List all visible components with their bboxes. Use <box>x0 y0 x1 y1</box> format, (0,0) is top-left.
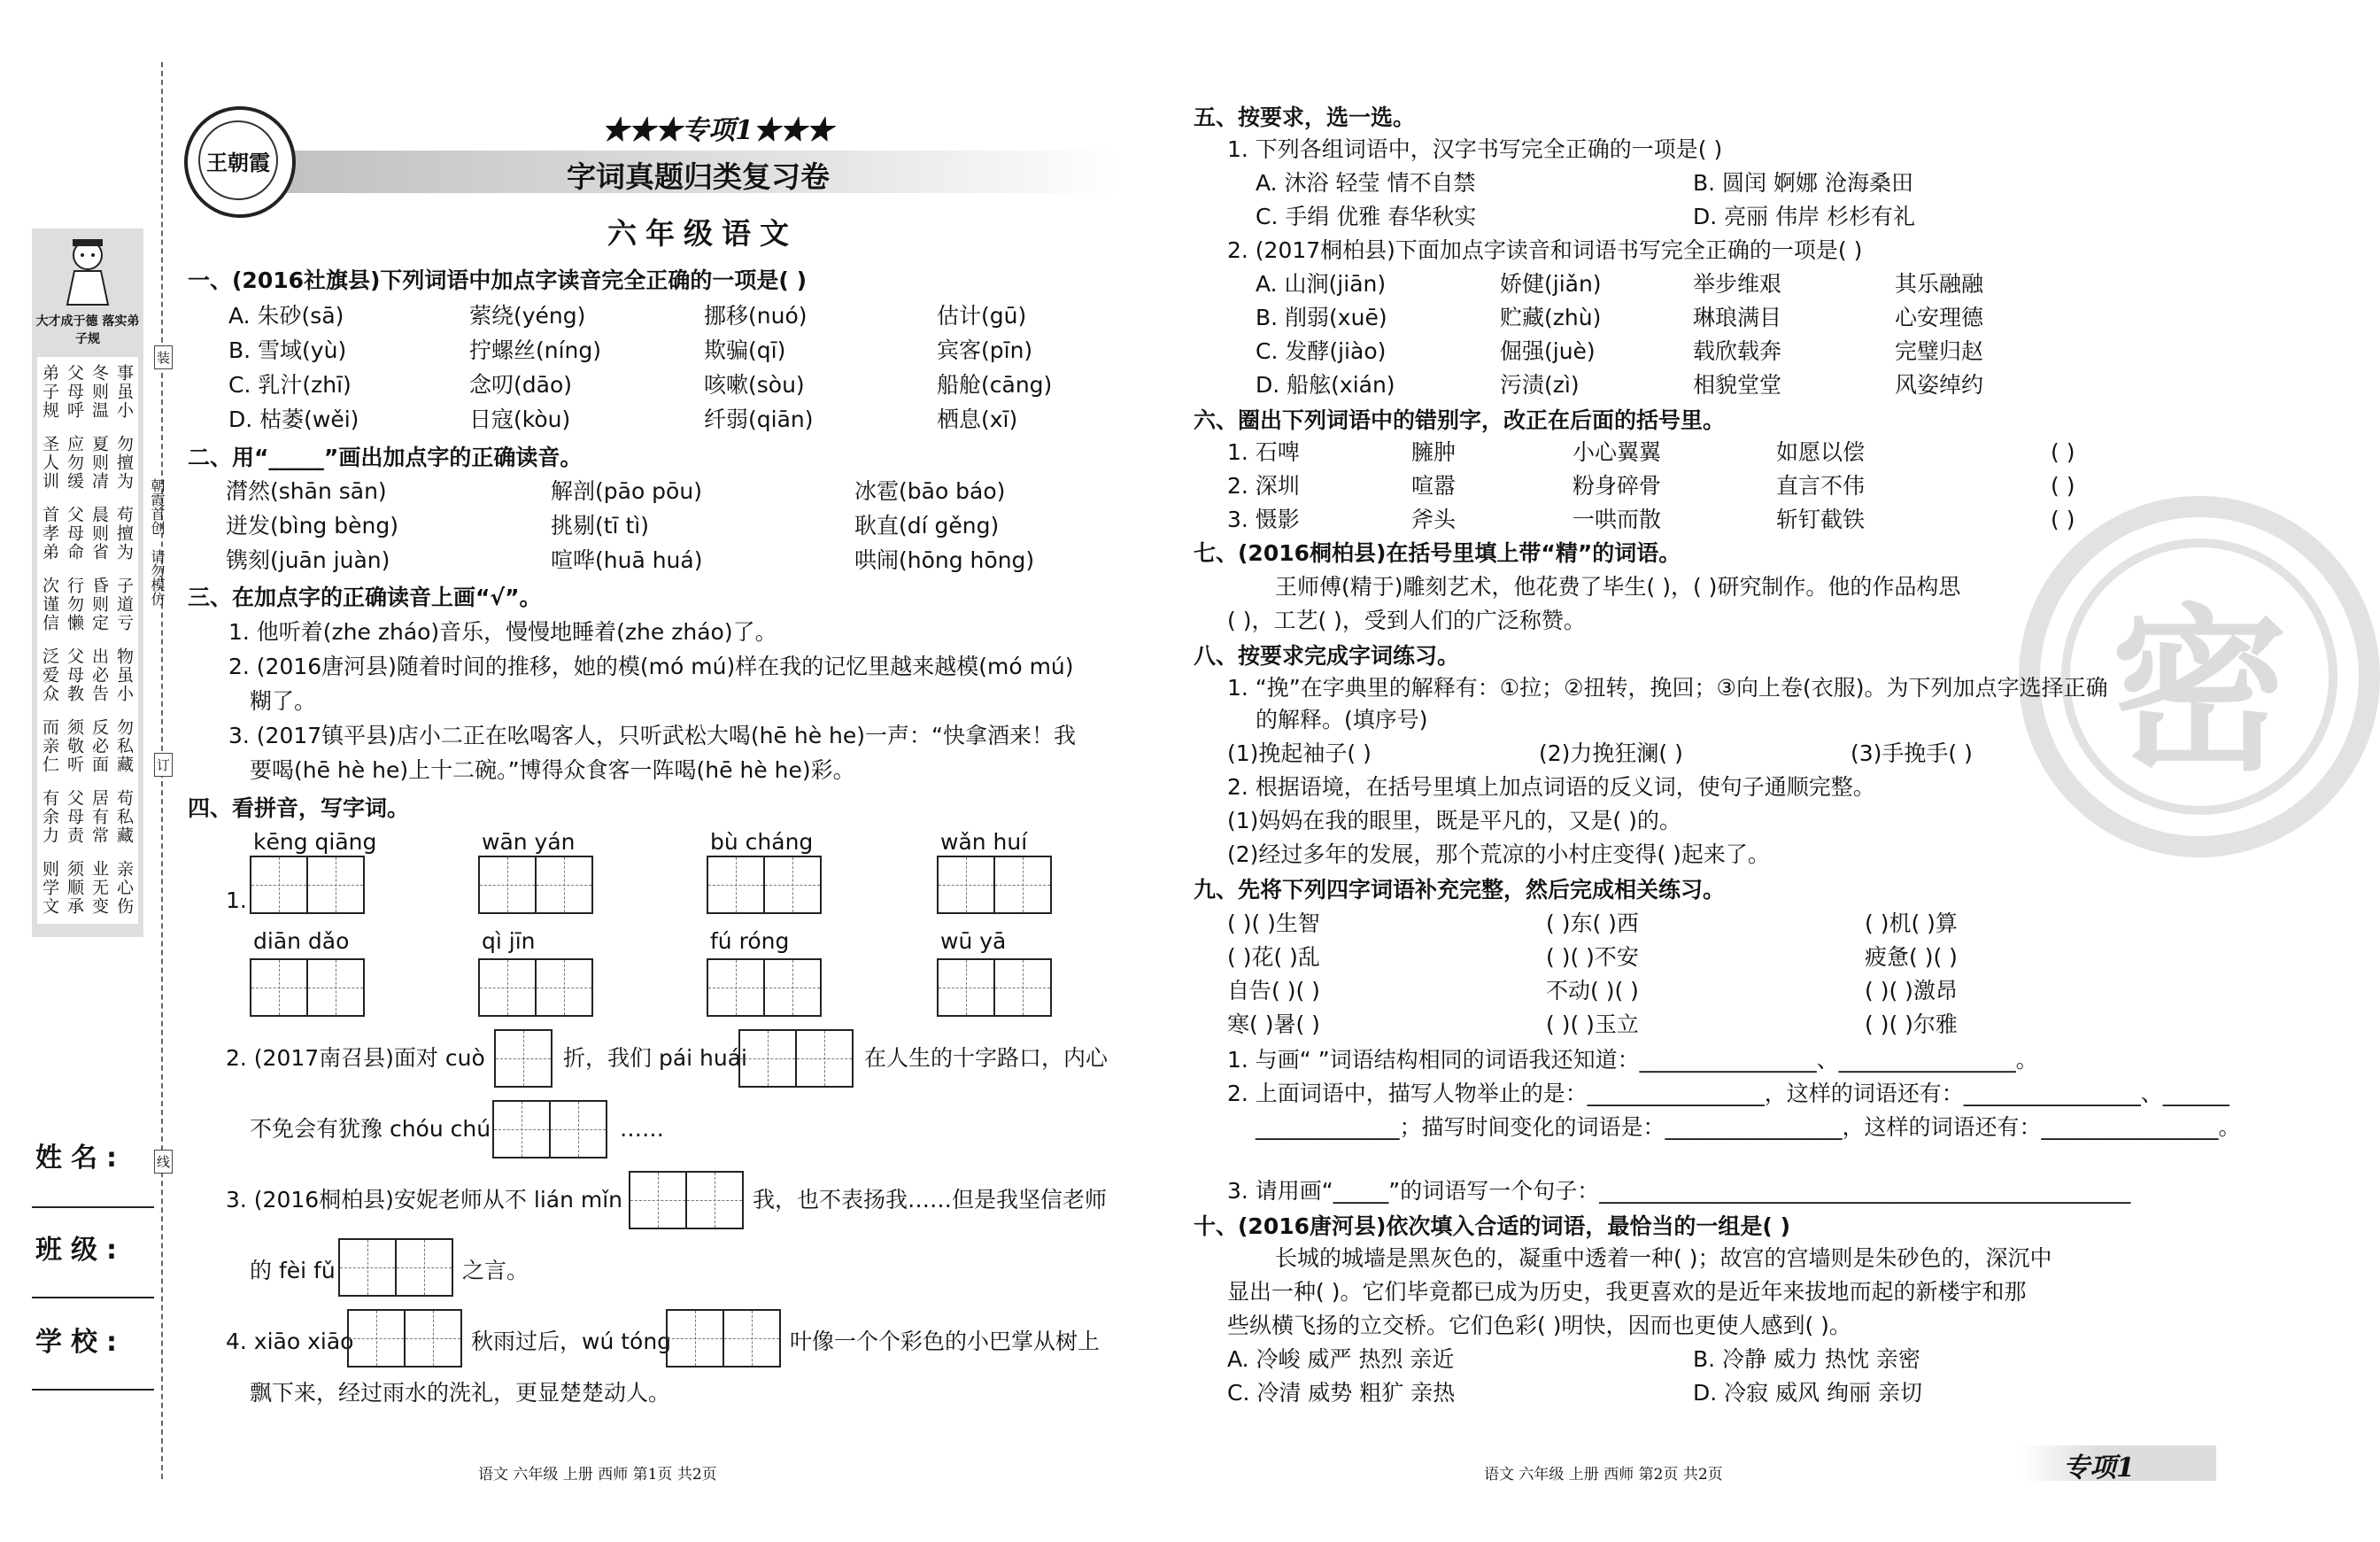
stamp-char: 密 <box>2110 586 2288 795</box>
q4-2b: 折，我们 pái huái <box>563 1045 747 1071</box>
q1-option: 萦绕(yéng) <box>469 303 586 329</box>
q8-l2a: (1)妈妈在我的眼里，既是平凡的，又是( )的。 <box>1227 808 1681 833</box>
pinyin-label: wū yā <box>940 928 1007 954</box>
write-box-chouchu[interactable] <box>492 1100 607 1158</box>
q10-l1: 长城的城墙是黑灰色的，凝重中透着一种( )；故宫的宫墙则是朱砂色的，深沉中 <box>1275 1245 2052 1271</box>
q10-option: D. 冷寂 威风 绚丽 亲切 <box>1693 1380 1922 1406</box>
q3-item-2-cont: 糊了。 <box>250 688 317 714</box>
sidebar-motto: 大才成于德 落实弟子规 <box>35 314 140 346</box>
dizigui-phrase: 勿私藏 <box>114 718 134 774</box>
dizigui-phrase: 圣人训 <box>40 435 59 491</box>
q9-idiom: ( )( )玉立 <box>1546 1011 1639 1037</box>
q1-title: 一、(2016社旗县)下列词语中加点字读音完全正确的一项是( ) <box>188 267 807 293</box>
write-box[interactable] <box>250 856 365 914</box>
q2-item: 挑剔(tī tì) <box>551 513 649 539</box>
dizigui-phrase: 行勿懒 <box>65 577 84 632</box>
q5-s2-option: 倔强(juè) <box>1500 338 1596 364</box>
write-box[interactable] <box>937 958 1052 1017</box>
dizigui-phrase: 父母责 <box>65 789 84 845</box>
page-subtitle: 六年级语文 <box>607 216 798 251</box>
q9-idiom: ( )东( )西 <box>1546 910 1639 936</box>
q6-word: 1. 石啤 <box>1227 439 1300 465</box>
q6-word: 斧头 <box>1411 507 1457 532</box>
write-box-feifu[interactable] <box>338 1238 453 1297</box>
write-box[interactable] <box>478 856 593 914</box>
q1-option: C. 乳汁(zhī) <box>228 372 352 398</box>
q5-s1: 1. 下列各组词语中，汉字书写完全正确的一项是( ) <box>1227 136 1723 162</box>
dizigui-phrase: 泛爱众 <box>40 647 59 703</box>
q4-2d: 不免会有犹豫 chóu chú <box>250 1116 491 1142</box>
q4-3c: 的 fèi fǔ <box>250 1258 336 1283</box>
q8-title: 八、按要求完成字词练习。 <box>1194 643 1460 669</box>
q9-idiom: ( )( )生智 <box>1227 910 1320 936</box>
dizigui-phrase: 业无变 <box>89 860 109 916</box>
q9-idiom: 寒( )暑( ) <box>1227 1011 1320 1037</box>
dizigui-phrase: 父母教 <box>65 647 84 703</box>
pinyin-label: wǎn huí <box>940 829 1028 855</box>
q1-option: 念叨(dāo) <box>469 372 572 398</box>
logo-text: 王朝霞 <box>198 120 278 200</box>
write-box-cuo[interactable] <box>494 1029 552 1088</box>
q4-4c: 叶像一个个彩色的小巴掌从树上 <box>790 1329 1101 1354</box>
q1-option: 估计(gū) <box>937 303 1027 329</box>
dizigui-phrase: 子道亏 <box>114 577 134 632</box>
q5-s2-option: A. 山涧(jiān) <box>1256 271 1387 297</box>
q1-option: 宾客(pīn) <box>937 337 1033 363</box>
q8-choice[interactable]: (1)挽起袖子( ) <box>1227 740 1372 766</box>
dizigui-phrase: 事虽小 <box>114 364 134 420</box>
q4-title: 四、看拼音，写字词。 <box>188 795 410 821</box>
dizigui-phrase: 父母呼 <box>65 364 84 420</box>
q8-l1: 1. “挽”在字典里的解释有：①拉；②扭转，挽回；③向上卷(衣服)。为下列加点字选择正确 <box>1227 675 2108 701</box>
write-box[interactable] <box>707 856 822 914</box>
q2-item: 解剖(pāo pōu) <box>551 478 702 504</box>
q10-option: C. 冷清 威势 粗犷 亲热 <box>1227 1380 1456 1406</box>
dizigui-columns <box>37 357 138 924</box>
dizigui-phrase: 晨则省 <box>89 506 109 562</box>
q9-s1: 1. 与画“ ”词语结构相同的词语我还知道：________________、________________。 <box>1227 1047 2038 1073</box>
q8-l1b: 的解释。(填序号) <box>1256 707 1428 732</box>
pinyin-label: qì jīn <box>482 928 536 954</box>
q1-option: D. 枯萎(wěi) <box>228 407 359 432</box>
q2-item: 迸发(bìng bèng) <box>226 513 398 539</box>
write-box-xiaoxiao[interactable] <box>347 1309 462 1368</box>
q9-s2: 2. 上面词语中，描写人物举止的是：________________，这样的词语还有：________________、______ <box>1227 1081 2229 1106</box>
q1-option: 船舱(cāng) <box>937 372 1053 398</box>
q2-item: 镌刻(juān juàn) <box>226 547 390 573</box>
dizigui-phrase: 须敬听 <box>65 718 84 774</box>
q9-idiom: 自告( )( ) <box>1227 978 1320 1003</box>
q5-s2-option: D. 船舷(xián) <box>1256 372 1395 398</box>
seal-label-3: 线 <box>154 1150 173 1174</box>
q4-2e: …… <box>620 1116 664 1142</box>
q7-line-1: 王师傅(精于)雕刻艺术，他花费了毕生( )，( )研究制作。他的作品构思 <box>1275 574 1961 600</box>
page-title: 字词真题归类复习卷 <box>567 159 830 194</box>
write-box[interactable] <box>707 958 822 1017</box>
write-box[interactable] <box>937 856 1052 914</box>
corner-tag: 专项1 <box>2063 1453 2135 1484</box>
dizigui-phrase: 反必面 <box>89 718 109 774</box>
q5-s2-option: 载欣载奔 <box>1693 338 1782 364</box>
q9-idiom: ( )花( )乱 <box>1227 944 1320 970</box>
dizigui-phrase: 苟擅为 <box>114 506 134 562</box>
dizigui-phrase: 次谨信 <box>40 577 59 632</box>
q10-option: B. 冷静 威力 热忱 亲密 <box>1693 1346 1920 1372</box>
dizigui-phrase: 首孝弟 <box>40 506 59 562</box>
school-label: 学校: <box>35 1327 126 1358</box>
dizigui-phrase: 有余力 <box>40 789 59 845</box>
dizigui-phrase: 而亲仁 <box>40 718 59 774</box>
q9-idiom: ( )( )不安 <box>1546 944 1639 970</box>
q2-item: 哄闹(hōng hōng) <box>854 547 1035 573</box>
q1-option: 欺骗(qī) <box>704 337 786 363</box>
q6-word: 斩钉截铁 <box>1776 507 1866 532</box>
write-box-paihuai[interactable] <box>738 1029 854 1088</box>
q5-s1-option: D. 亮丽 伟岸 杉杉有礼 <box>1693 204 1916 229</box>
q6-word: 直言不伟 <box>1776 473 1866 499</box>
pinyin-label: kēng qiāng <box>253 829 377 855</box>
pinyin-label: bù cháng <box>710 829 814 855</box>
q2-item: 冰雹(bāo báo) <box>854 478 1006 504</box>
q8-choice[interactable]: (2)力挽狂澜( ) <box>1539 740 1683 766</box>
q5-s2-option: 污渍(zì) <box>1500 372 1580 398</box>
q5-s2-option: C. 发酵(jiào) <box>1256 338 1387 364</box>
dizigui-phrase: 勿擅为 <box>114 435 134 491</box>
seal-label-1: 装 <box>154 345 173 369</box>
side-note-2: 请勿模仿 <box>149 549 166 606</box>
q5-s2-option: B. 削弱(xuē) <box>1256 305 1387 330</box>
series-label: ★★★专项1★★★ <box>602 115 833 146</box>
q4-3a: 3. (2016桐柏县)安妮老师从不 lián mǐn <box>226 1187 623 1213</box>
q9-idiom: ( )( )激昂 <box>1865 978 1958 1003</box>
dizigui-phrase: 夏则凊 <box>89 435 109 491</box>
q4-2c: 在人生的十字路口，内心 <box>864 1045 1109 1071</box>
q5-s2-option: 完璧归赵 <box>1895 338 1984 364</box>
q1-option: B. 雪域(yù) <box>228 337 347 363</box>
q6-word: 粉身碎骨 <box>1572 473 1662 499</box>
q10-option: A. 冷峻 威严 热烈 亲近 <box>1227 1346 1455 1372</box>
q6-answer-blank[interactable]: ( ) <box>2051 473 2075 499</box>
dizigui-phrase: 须顺承 <box>65 860 84 916</box>
q9-idiom: ( )( )尔雅 <box>1865 1011 1958 1037</box>
footer-left: 语文 六年级 上册 西师 第1页 共2页 <box>478 1466 717 1484</box>
brand-logo <box>184 106 296 218</box>
write-box[interactable] <box>478 958 593 1017</box>
dizigui-phrase: 居有常 <box>89 789 109 845</box>
q6-word: 喧嚣 <box>1411 473 1457 499</box>
q6-answer-blank[interactable]: ( ) <box>2051 507 2075 532</box>
q7-title: 七、(2016桐柏县)在括号里填上带“精”的词语。 <box>1194 540 1681 566</box>
q1-option: 栖息(xī) <box>937 407 1018 432</box>
q5-title: 五、按要求，选一选。 <box>1194 105 1416 130</box>
q10-l3: 些纵横飞扬的立交桥。它们色彩( )明快，因而也更使人感到( )。 <box>1227 1313 1851 1338</box>
q6-word: 一哄而散 <box>1572 507 1662 532</box>
q9-title: 九、先将下列四字词语补充完整，然后完成相关练习。 <box>1194 877 1726 903</box>
q8-l2: 2. 根据语境，在括号里填上加点词语的反义词，使句子通顺完整。 <box>1227 774 1875 800</box>
q6-word: 3. 慑影 <box>1227 507 1300 532</box>
q2-item: 耿直(dí gěng) <box>854 513 1000 539</box>
q3-title: 三、在加点字的正确读音上画“√”。 <box>188 585 542 610</box>
q1-option: 日寇(kòu) <box>469 407 571 432</box>
dizigui-phrase: 父母命 <box>65 506 84 562</box>
footer-right: 语文 六年级 上册 西师 第2页 共2页 <box>1484 1466 1723 1484</box>
scholar-figure <box>57 236 119 306</box>
q9-s2b: _____________；描写时间变化的词语是：________________，这样的词语还有：________________。 <box>1256 1114 2241 1140</box>
q5-s2-option: 风姿绰约 <box>1895 372 1984 398</box>
class-label: 班级: <box>35 1235 126 1266</box>
q2-item: 喧哗(huā huá) <box>551 547 703 573</box>
q6-answer-blank[interactable]: ( ) <box>2051 439 2075 465</box>
q3-item-2: 2. (2016唐河县)随着时间的推移，她的模(mó mú)样在我的记忆里越来越模(mó mú) <box>228 654 1074 679</box>
q1-option: 挪移(nuó) <box>704 303 808 329</box>
q10-l2: 显出一种( )。它们毕竟都已成为历史，我更喜欢的是近年来拔地而起的新楼宇和那 <box>1227 1279 2027 1305</box>
q8-l2b: (2)经过多年的发展，那个荒凉的小村庄变得( )起来了。 <box>1227 841 1770 867</box>
q2-title: 二、用“_____”画出加点字的正确读音。 <box>188 445 583 470</box>
q1-option: A. 朱砂(sā) <box>228 303 344 329</box>
q5-s2-option: 相貌堂堂 <box>1693 372 1782 398</box>
q9-idiom: ( )机( )算 <box>1865 910 1958 936</box>
q1-option: 拧螺丝(níng) <box>469 337 602 363</box>
q5-s2-option: 贮藏(zhù) <box>1500 305 1602 330</box>
q9-s3: 3. 请用画“_____”的词语写一个句子：________________________________________________ <box>1227 1178 2131 1204</box>
q5-s2-option: 娇健(jiǎn) <box>1500 271 1602 297</box>
dizigui-phrase: 苟私藏 <box>114 789 134 845</box>
q5-s2-option: 其乐融融 <box>1895 271 1984 297</box>
q9-idiom: 不动( )( ) <box>1546 978 1639 1003</box>
q5-s2: 2. (2017桐柏县)下面加点字读音和词语书写完全正确的一项是( ) <box>1227 237 1863 263</box>
dizigui-phrase: 弟子规 <box>40 364 59 420</box>
q6-word: 2. 深圳 <box>1227 473 1300 499</box>
q4-2a: 2. (2017南召县)面对 cuò <box>226 1045 485 1071</box>
q6-word: 臃肿 <box>1411 439 1457 465</box>
dizigui-phrase: 则学文 <box>40 860 59 916</box>
q4-num-1: 1. <box>226 887 247 913</box>
q5-s1-option: A. 沐浴 轻莹 情不自禁 <box>1256 170 1476 196</box>
q6-title: 六、圈出下列词语中的错别字，改正在后面的括号里。 <box>1194 407 1726 433</box>
class-field[interactable] <box>32 1297 154 1298</box>
name-field[interactable] <box>32 1206 154 1208</box>
write-box-wutong[interactable] <box>666 1309 781 1368</box>
q3-item-3-cont: 要喝(hē hè he)上十二碗。”博得众食客一阵喝(hē hè he)彩。 <box>250 757 855 783</box>
q5-s2-option: 举步维艰 <box>1693 271 1782 297</box>
q6-word: 如愿以偿 <box>1776 439 1866 465</box>
q5-s1-option: C. 手绢 优雅 春华秋实 <box>1256 204 1477 229</box>
q4-3d: 之言。 <box>462 1258 529 1283</box>
dizigui-phrase: 出必告 <box>89 647 109 703</box>
seal-label-2: 订 <box>154 753 173 777</box>
q2-item: 潸然(shān sān) <box>226 478 387 504</box>
sidebar-panel <box>32 229 143 937</box>
q3-item-1: 1. 他听着(zhe zháo)音乐，慢慢地睡着(zhe zháo)了。 <box>228 619 777 645</box>
dizigui-phrase: 冬则温 <box>89 364 109 420</box>
q1-option: 纤弱(qiān) <box>704 407 814 432</box>
q10-title: 十、(2016唐河县)依次填入合适的词语，最恰当的一组是( ) <box>1194 1213 1790 1239</box>
dizigui-phrase: 亲心伤 <box>114 860 134 916</box>
q4-3b: 我，也不表扬我……但是我坚信老师 <box>753 1187 1108 1213</box>
pinyin-label: diān dǎo <box>253 928 350 954</box>
school-field[interactable] <box>32 1389 154 1391</box>
write-box[interactable] <box>250 958 365 1017</box>
pinyin-label: wān yán <box>482 829 576 855</box>
q3-item-3: 3. (2017镇平县)店小二正在吆喝客人，只听武松大喝(hē hè he)一声：“快拿酒来！我 <box>228 723 1076 748</box>
name-label: 姓名: <box>35 1143 126 1174</box>
q5-s1-option: B. 圆闰 婀娜 沧海桑田 <box>1693 170 1913 196</box>
q5-s2-option: 心安理德 <box>1895 305 1984 330</box>
q4-4a: 4. xiāo xiāo <box>226 1329 354 1354</box>
q8-choice[interactable]: (3)手挽手( ) <box>1851 740 1973 766</box>
q7-line-2: ( )，工艺( )，受到人们的广泛称赞。 <box>1227 608 1586 633</box>
q6-word: 小心翼翼 <box>1572 439 1662 465</box>
dizigui-phrase: 应勿缓 <box>65 435 84 491</box>
write-box-lianmin[interactable] <box>629 1171 744 1229</box>
q9-idiom: 疲惫( )( ) <box>1865 944 1958 970</box>
q4-4d: 飘下来，经过雨水的洗礼，更显楚楚动人。 <box>250 1380 671 1406</box>
q5-s2-option: 琳琅满目 <box>1693 305 1782 330</box>
dizigui-phrase: 物虽小 <box>114 647 134 703</box>
dizigui-phrase: 昏则定 <box>89 577 109 632</box>
q4-4b: 秋雨过后，wú tóng <box>471 1329 672 1354</box>
q1-option: 咳嗽(sòu) <box>704 372 805 398</box>
pinyin-label: fú róng <box>710 928 790 954</box>
side-note-1: 朝霞首创 <box>149 478 166 535</box>
